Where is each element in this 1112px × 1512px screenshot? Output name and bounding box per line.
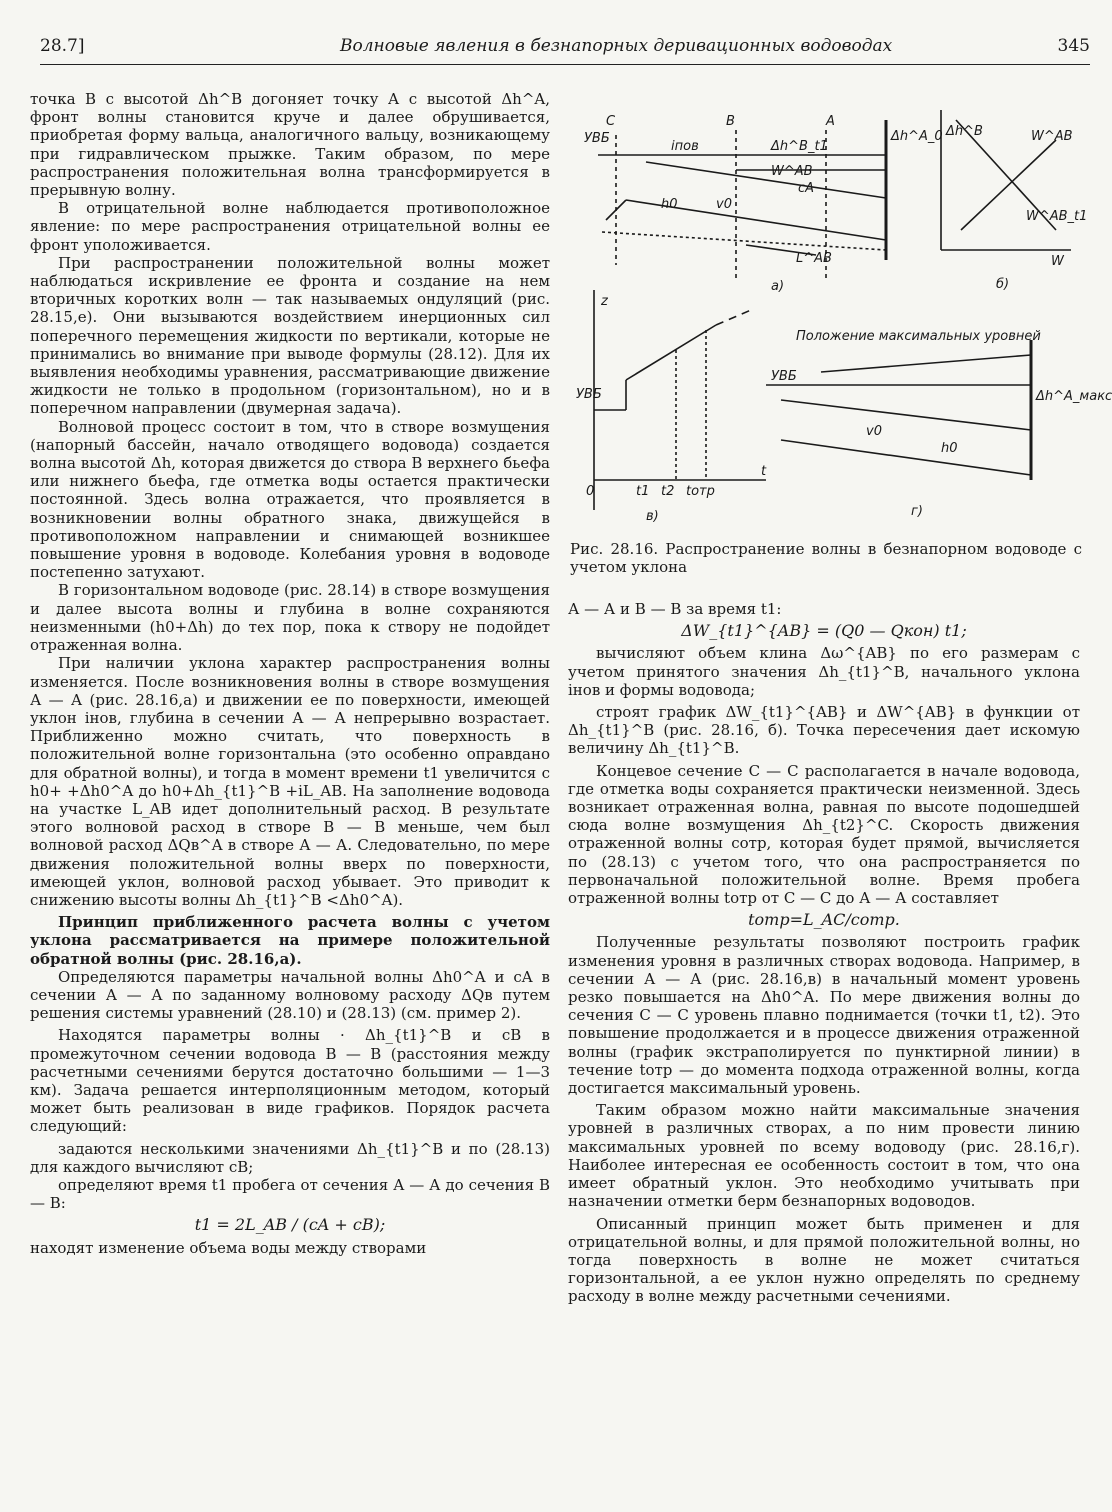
formula-totr: tотр=L_AC/cотр. [748,910,900,930]
paragraph: Полученные результаты позволяют построить график изменения уровня в различных створах водовода. Например, в сечении А — А (рис. 28.16,в) в начальный момент уровень резко повышается на Δh0^A. По мере движения волны до сечения С — С уровень плавно поднимается (точки t1, t2). Это повышение продолжается и в процессе движения отраженной волны (график экстраполируется по пунктирной линии) в течение tотр — до момента подхода отраженной волны, когда достигается максимальный уровень. [568,933,1080,1098]
paragraph: Таким образом можно найти максимальные значения уровней в различных створах, а по ним провести линию максимальных уровней по всему водоводу (рис. 28.16,г). Наиболее интересная ее особенность состоит в том, что она имеет обратный уклон. Это необходимо учитывать при назначении отметки берм безнапорных водоводов. [568,1101,1080,1211]
left-column [30,90,550,1257]
figure-caption: Рис. 28.16. Распространение волны в безнапорном водоводе с учетом уклона [570,540,1082,576]
label-wab: W^AB [771,164,813,179]
paragraph: В горизонтальном водоводе (рис. 28.14) в створе возмущения и далее высота волны и глубина в волне сохраняются неизменными (h0+Δh) до тех пор, пока к створу не подойдет отраженная волна. [30,581,551,655]
level-extrapolation [716,310,751,325]
paragraph: определяют время t1 пробега от сечения А — А до сечения В — В: [30,1175,550,1213]
paragraph: вычисляют объем клина Δω^{AB} по его размерам с учетом принятого значения Δh_{t1}^B, начального уклона iнов и формы водовода; [568,644,1080,699]
figure-drawing [566,80,1112,530]
paragraph: находят изменение объема воды между створами [30,1238,427,1257]
paragraph: строят график ΔW_{t1}^{AB} и ΔW^{AB} в функции от Δh_{t1}^B (рис. 28.16, б). Точка пересечения дает искомую величину Δh_{t1}^B. [568,703,1080,758]
header-rule [40,64,1090,65]
page-number: 345 [1057,36,1090,56]
paragraph: точка В с высотой Δh^B догоняет точку А с высотой Δh^A, фронт волны становится круче и далее обрушивается, приобретая форму вальца, аналогичного вальцу, возникающему при гидравлическом прыжке. Таким образом, по мере распространения положительная волна трансформируется в прерывную волну. [30,90,550,200]
max-levels-line [821,355,1031,372]
label-sec-a: A [826,114,835,129]
paragraph: задаются несколькими значениями Δh_{t1}^B и по (28.13) для каждого вычисляют cB; [30,1139,550,1176]
label-uvb-v: УВБ [576,387,602,402]
label-v: в) [646,509,659,524]
paragraph: При наличии уклона характер распространения волны изменяется. После возникновения волны в створе возмущения А — А (рис. 28.16,а) и движении ее по поверхности, имеющей уклон iнов, глубина в сечении А — А непрерывно возрастает. Приближенно можно считать, что поверхность в положительной волне горизонтальна (это особенно оправдано для обратной волны), и тогда в момент времени t1 увеличится с h0+ +Δh0^A до h0+Δh_{t1}^B +iL_AB. На заполнение водовода на участке L_AB идет дополнительный расход. В результате этого волновой расход в створе В — В меньше, чем был волновой расход ΔQв^A в створе А — А. Следовательно, по мере движения положительной волны вверх по поверхности, имеющей уклон, волновой расход убывает. Это приводит к снижению высоты волны Δh_{t1}^B <Δh0^A). [30,654,550,909]
label-wab-b: W^AB [1031,129,1073,144]
label-h0-g: h0 [941,441,958,456]
paragraph: Определяются параметры начальной волны Δh0^A и cA в сечении А — А по заданному волновому расходу ΔQв путем решения системы уравнений (28.10) и (28.13) (см. пример 2). [30,967,550,1023]
running-title: Волновые явления в безнапорных деривационных водоводах [340,36,893,56]
label-origin: 0 [586,484,595,499]
paragraph: Волновой процесс состоит в том, что в створе возмущения (напорный бассейн, начало отводящего водовода) создается волна высотой Δh, которая движется до створа В верхнего бьефа или нижнего бьефа, где отметка воды остается практически постоянной. Здесь волна отражается, что проявляется в возникновении волны обратного знака, движущейся в противоположном направлении и снимающей возникшее повышение уровня в водоводе. Колебания уровня в водоводе постепенно затухают. [30,417,550,582]
right-column [568,600,1080,1306]
label-ipov: iпов [671,139,699,154]
page-header [40,30,1090,70]
figure-28-16 [566,80,1112,530]
label-ca: cA [798,181,815,196]
label-sec-b: B [726,114,735,129]
paragraph: В отрицательной волне наблюдается противоположное явление: по мере распространения отрицательной волны ее фронт уположивается. [30,199,550,254]
label-totr: tотр [686,484,715,499]
label-lab: L^AB [796,251,832,266]
label-z: z [601,294,608,309]
paragraph-bold: Принцип приближенного расчета волны с учетом уклона рассматривается на примере положительной обратной волны (рис. 28.16,а). [30,913,550,968]
paragraph: Описанный принцип может быть применен и для отрицательной волны, и для прямой положительной волны, но тогда поверхность в волне не может считаться горизонтальной, а ее уклон нужно определять по среднему расходу в волне между расчетными сечениями. [568,1214,1080,1306]
label-dhb: Δh^B [946,124,983,139]
level-rise [626,325,716,380]
label-uvb: УВБ [584,131,610,146]
label-b: б) [996,277,1010,292]
label-t: t [761,464,767,479]
paragraph: Концевое сечение С — С располагается в начале водовода, где отметка воды сохраняется практически неизменной. Здесь возникает отраженная волна, равная по высоте подошедшей сюда волне возмущения Δh_{t2}^C. Скорость движения отраженной волны cотр, которая будет прямой, вычисляется по (28.13) с учетом того, что она распространяется по первоначальной положительной волне. Время пробега отраженной волны tотр от С — С до А — А составляет [568,761,1080,908]
label-sec-c: C [606,114,616,129]
bed-g [781,440,1031,475]
label-dhmax: Δh^A_макс [1036,389,1112,404]
label-dh0a: Δh^A_0 [891,129,943,144]
label-t2: t2 [661,484,675,499]
label-g: г) [911,504,923,519]
label-t1: t1 [636,484,650,499]
section-number: 28.7] [40,36,85,56]
paragraph: Находятся параметры волны · Δh_{t1}^B и cB в промежуточном сечении водовода В — В (расстояния между расчетными сечениями берутся достаточно большими — 1—3 км). Задача решается интерполяционным методом, который может быть реализован в виде графиков. Порядок расчета следующий: [30,1026,550,1136]
label-max-levels: Положение максимальных уровней [796,329,1041,344]
label-w: W [1051,254,1064,269]
label-h0: h0 [661,197,678,212]
label-wt1ab: W^AB_t1 [1026,209,1088,224]
paragraph: А — А и В — В за время t1: [568,600,782,618]
paragraph: При распространении положительной волны может наблюдаться искривление ее фронта и создание на нем вторичных коротких волн — так называемых ондуляций (рис. 28.15,е). Они вызываются воздействием инерционных сил поперечного перемещения жидкости по вертикали, которые не принимались во внимание при выводе формулы (28.12). Для их выявления необходимы уравнения, рассматривающие движение жидкости не только в продольном (горизонтальном), но и в поперечном направлении (двумерная задача). [30,253,550,418]
formula-dw: ΔW_{t1}^{AB} = (Q0 — Qкон) t1; [681,621,967,641]
label-dhb-t1: Δh^B_t1 [771,139,828,154]
label-v0: v0 [716,197,732,212]
water-surface-slope [646,162,886,198]
surface-g [781,400,1031,430]
label-uvb-g: УВБ [771,369,797,384]
label-v0-g: v0 [866,424,882,439]
formula-t1: t1 = 2L_AB / (cA + cB); [194,1215,386,1235]
label-a: а) [771,279,785,294]
